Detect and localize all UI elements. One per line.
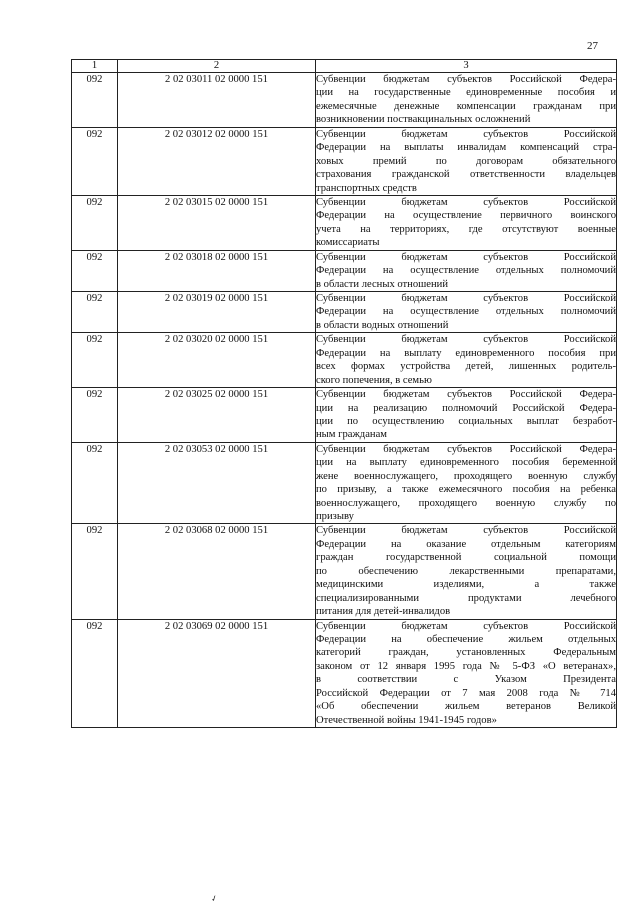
description-line: ховых премий по договорам обязательного [316, 155, 616, 167]
description-line: Федерации на выплаты инвалидам компенсаций стра- [316, 142, 616, 154]
description-line: Субвенции бюджетам субъектов Российской [316, 128, 616, 140]
description-line: Субвенции бюджетам субъектов Российской [316, 196, 616, 208]
table-row [72, 127, 617, 195]
kbk-code-cell: 2 02 03012 02 0000 151 [118, 127, 316, 195]
description-cell [316, 442, 617, 524]
description-cell [316, 333, 617, 388]
description-line: «Об обеспечении жильем ветеранов Великой [316, 701, 616, 713]
kbk-code-cell: 2 02 03011 02 0000 151 [118, 73, 316, 128]
description-line: по призыву, а также ежемесячного пособия на ребенка [316, 484, 616, 496]
kbk-code-cell: 2 02 03068 02 0000 151 [118, 524, 316, 619]
table-row [72, 524, 617, 619]
description-line: Субвенции бюджетам субъектов Российской Федера- [316, 443, 616, 455]
description-cell [316, 524, 617, 619]
description-line: ции по осуществлению социальных выплат безработ- [316, 415, 616, 427]
revenue-codes-table [71, 59, 617, 728]
table-row [72, 195, 617, 250]
description-line: в области лесных отношений [316, 278, 449, 290]
kbk-code-cell: 2 02 03025 02 0000 151 [118, 388, 316, 443]
column-header: 1 [72, 60, 118, 73]
table-row [72, 388, 617, 443]
description-line: в соответствии с Указом Президента [316, 674, 616, 686]
description-line: ным гражданам [316, 429, 387, 441]
description-line: в области водных отношений [316, 319, 449, 331]
table-row [72, 73, 617, 128]
description-cell [316, 619, 617, 728]
description-line: Отечественной войны 1941-1945 годов» [316, 714, 497, 726]
table-row [72, 250, 617, 291]
column-header: 3 [316, 60, 617, 73]
description-line: Субвенции бюджетам субъектов Российской [316, 293, 616, 304]
kbk-code-cell: 2 02 03018 02 0000 151 [118, 250, 316, 291]
pen-mark: ✓ [209, 893, 220, 904]
admin-code-cell: 092 [72, 619, 118, 728]
description-line: Федерации на оказание отдельным категориям [316, 538, 616, 550]
description-line: Федерации на осуществление первичного воинского [316, 210, 616, 222]
table-header-row [72, 60, 617, 73]
description-line: Субвенции бюджетам субъектов Российской [316, 334, 616, 346]
description-line: Российской Федерации от 7 мая 2008 года № 714 [316, 687, 616, 699]
admin-code-cell: 092 [72, 524, 118, 619]
description-line: призыву [316, 511, 354, 522]
description-line: Федерации на выплату единовременного пособия при [316, 347, 616, 359]
kbk-code-cell: 2 02 03069 02 0000 151 [118, 619, 316, 728]
description-line: категорий граждан, установленных Федеральным [316, 647, 616, 659]
table-row [72, 333, 617, 388]
admin-code-cell: 092 [72, 195, 118, 250]
description-line: Субвенции бюджетам субъектов Российской Федера- [316, 74, 616, 85]
description-cell [316, 195, 617, 250]
table-row [72, 442, 617, 524]
admin-code-cell: 092 [72, 442, 118, 524]
description-line: ции на реализацию полномочий Российской Федера- [316, 402, 616, 414]
kbk-code-cell: 2 02 03020 02 0000 151 [118, 333, 316, 388]
column-header: 2 [118, 60, 316, 73]
description-cell [316, 250, 617, 291]
description-cell [316, 292, 617, 333]
description-line: ского попечения, в семью [316, 374, 432, 386]
description-line: транспортных средств [316, 182, 417, 194]
admin-code-cell: 092 [72, 292, 118, 333]
description-line: военнослужащего, проходящего военную службу по [316, 497, 616, 509]
description-line: ции на государственные единовременные пособия и [316, 87, 616, 99]
description-line: ежемесячные денежные компенсации гражданам при [316, 100, 616, 112]
description-line: Субвенции бюджетам субъектов Российской [316, 251, 616, 263]
description-line: жене военнослужащего, проходящего военную службу [316, 470, 616, 482]
description-line: граждан государственной социальной помощи [316, 552, 616, 564]
description-line: законом от 12 января 1995 года № 5-ФЗ «О ветеранах», [316, 660, 616, 672]
admin-code-cell: 092 [72, 127, 118, 195]
description-line: учета на территориях, где отсутствуют военные [316, 223, 616, 235]
description-line: комиссариаты [316, 237, 380, 249]
description-line: ции на выплату единовременного пособия беременной [316, 457, 616, 469]
description-cell [316, 388, 617, 443]
description-cell [316, 73, 617, 128]
description-line: всех формах устройства детей, лишенных родитель- [316, 361, 616, 373]
kbk-code-cell: 2 02 03053 02 0000 151 [118, 442, 316, 524]
description-line: Федерации на осуществление отдельных полномочий [316, 265, 616, 277]
admin-code-cell: 092 [72, 250, 118, 291]
page-number: 27 [587, 40, 598, 52]
description-line: Федерации на обеспечение жильем отдельных [316, 633, 616, 645]
description-cell [316, 127, 617, 195]
description-line: специализированными продуктами лечебного [316, 592, 616, 604]
admin-code-cell: 092 [72, 333, 118, 388]
description-line: медицинскими изделиями, а также [316, 579, 616, 591]
table-row [72, 619, 617, 728]
admin-code-cell: 092 [72, 73, 118, 128]
description-line: возникновении поствакцинальных осложнений [316, 114, 531, 126]
admin-code-cell: 092 [72, 388, 118, 443]
description-line: питания для детей-инвалидов [316, 606, 451, 618]
description-line: Федерации на осуществление отдельных полномочий [316, 306, 616, 318]
table-row [72, 292, 617, 333]
description-line: Субвенции бюджетам субъектов Российской Федера- [316, 389, 616, 401]
description-line: Субвенции бюджетам субъектов Российской [316, 525, 616, 537]
kbk-code-cell: 2 02 03015 02 0000 151 [118, 195, 316, 250]
description-line: по обеспечению лекарственными препаратами, [316, 565, 616, 577]
kbk-code-cell: 2 02 03019 02 0000 151 [118, 292, 316, 333]
description-line: Субвенции бюджетам субъектов Российской [316, 620, 616, 632]
description-line: страхования гражданской ответственности владельцев [316, 169, 616, 181]
